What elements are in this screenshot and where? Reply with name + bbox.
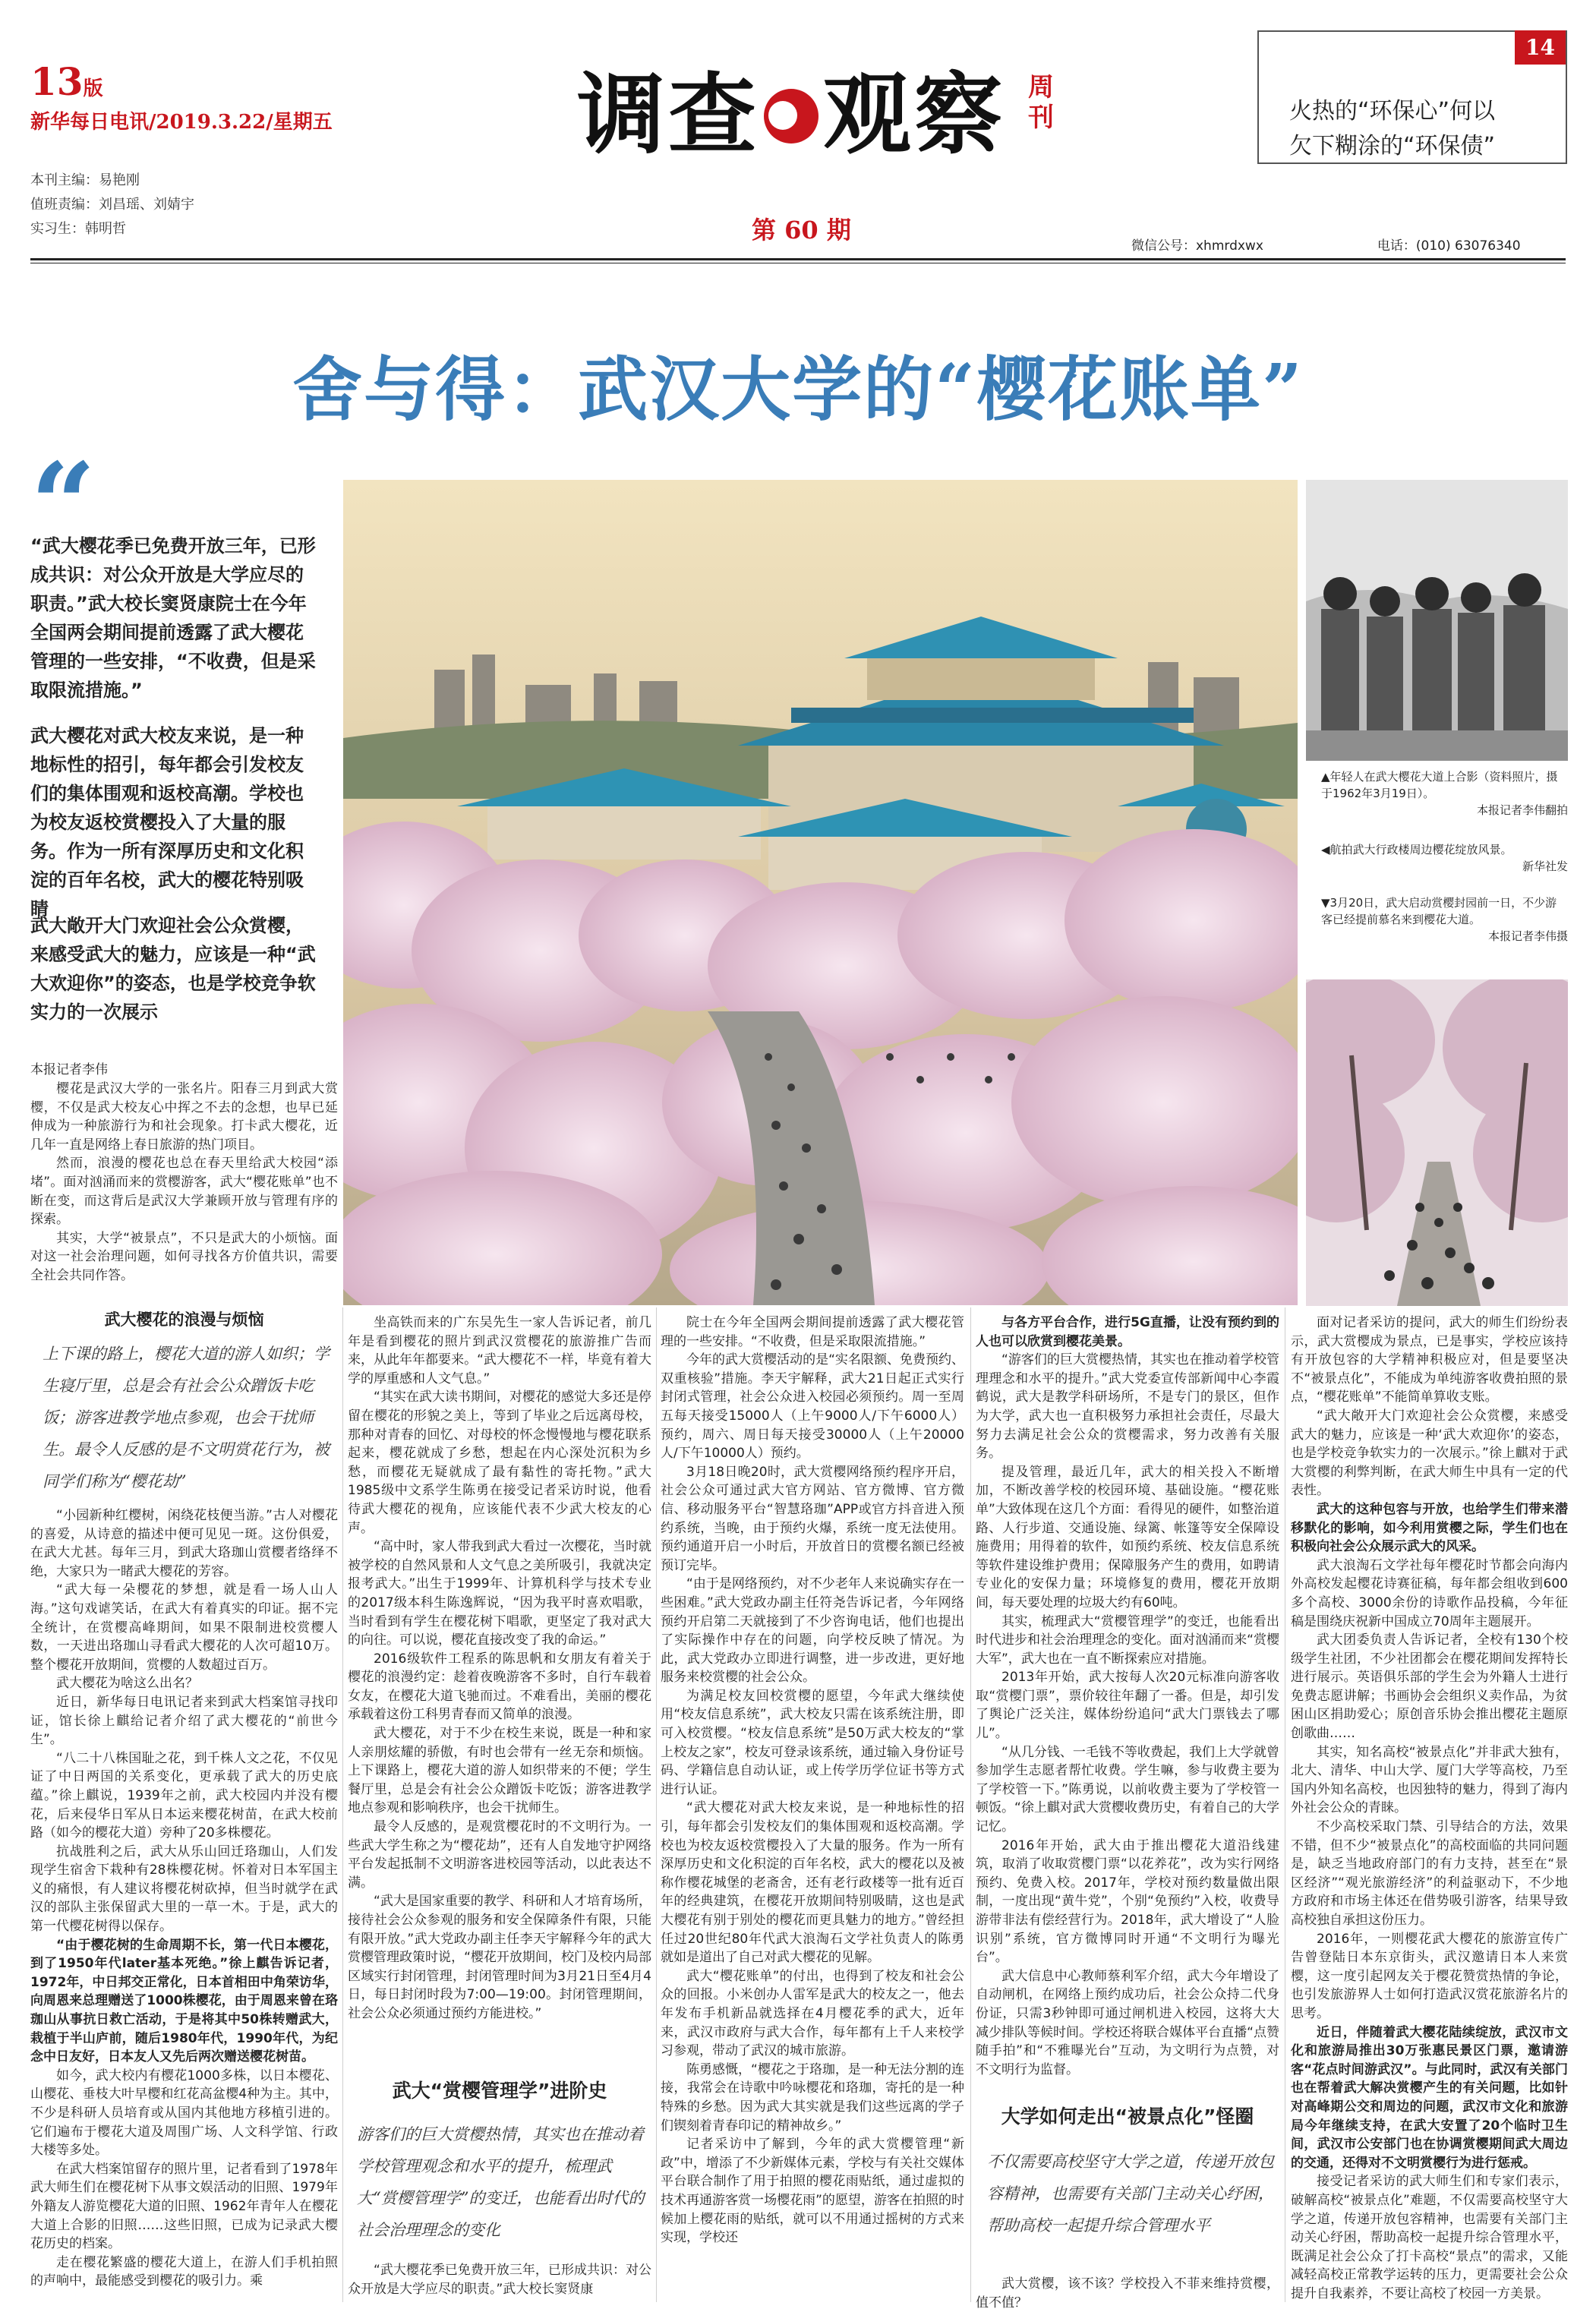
column-4-tail: 武大赏樱，该不该？学校投入不菲来维持赏樱，值不值？ bbox=[976, 2276, 1279, 2310]
intro-text: 樱花是武汉大学的一张名片。阳春三月到武大赏樱，不仅是武大校友心中挥之不去的念想，也早已延伸成为一种旅游行为和社会现象。打卡武大樱花，近几年一直是网络上春日旅游的热门项目。 然而，浪漫的樱花也总在春天里给武大校园“添堵”。面对汹涌而来的赏樱游客，武大“樱花账单”也不断在变，而这背后是武汉大学兼顾开放与管理有序的探索。 其实，大学“被景点”，不只是武大的小烦恼。面对这一社会治理问题，如何寻找各方价值共识，需要全社会共同作答。 bbox=[30, 1081, 338, 1283]
masthead-logo-icon bbox=[764, 89, 819, 144]
column-2-tail: “武大樱花季已免费开放三年，已形成共识：对公众开放是大学应尽的职责。”武大校长窦贤康 bbox=[348, 2263, 651, 2297]
issue-number: 第 60 期 bbox=[752, 216, 851, 244]
archive-photo-1962 bbox=[1306, 480, 1568, 761]
masthead-rule bbox=[30, 258, 1566, 260]
next-page-promo[interactable] bbox=[1257, 30, 1567, 164]
lead-paragraph-3: 武大敞开大门欢迎社会公众赏樱，来感受武大的魅力，应该是一种“武大欢迎你”的姿态，也是学校竞争软实力的一次展示 bbox=[30, 915, 316, 1023]
section-heading-romance: 武大樱花的浪漫与烦恼 bbox=[104, 1311, 264, 1329]
subheading-management-history: 武大“赏樱管理学”进阶史 bbox=[392, 2080, 607, 2102]
column-3-text: 院士在今年全国两会期间提前透露了武大樱花管理的一些安排。“不收费，但是采取限流措施。” 今年的武大赏樱活动的是“实名限额、免费预约、双重核验”措施。李天宇解释，武大21日起正式实行封闭式管理，社会公众进入校园必须预约。周一至周五每天接受15000人（上午9000人/下午6000人）预约，周六、周日每天接受30000人（上午20000人/下午10000人）预约。 3月18日晚20时，武大赏樱网络预约程序开启，社会公众可通过武大官方网站、官方微博、官方微信、移动服务平台“智慧珞珈”APP或官方抖音进入预约系统，当晚，由于预约火爆，系统一度无法使用。预约通道开启一小时后，开放首日的赏樱名额已经被预订完毕。 “由于是网络预约，对不少老年人来说确实存在一些困难。”武大党政办副主任符尧告诉记者，今年网络预约开启第二天就接到了不少咨询电话，他们也提出了实际操作中存在的问题，向学校反映了情况。为此，武大党政办立即进行调整，进一步改进，更好地服务来校赏樱的社会公众。 为满足校友回校赏樱的愿望，今年武大继续使用“校友信息系统”，武大校友只需在该系统注册，即可入校赏樱。“校友信息系统”是50万武大校友的“掌上校友之家”，校友可登录该系统，通过输入身份证号码、学籍信息自动认证，或上传学历学位证书等方式进行认证。 “武大樱花对武大校友来说，是一种地标性的招引，每年都会引发校友们的集体围观和返校高潮。学校也为校友返校赏樱投入了大量的服务。作为一所有深厚历史和文化积淀的百年名校，武大的樱花以及被称作樱花城堡的老斋舍，还有老行政楼等一批有近百年的经典建筑，在樱花开放期间特别吸睛，这也是武大樱花有别于别处的樱花而更具魅力的地方。”曾经担任过20世纪80年代武大浪淘石文学社负责人的陈勇就如是道出了自己对武大樱花的见解。 武大“樱花账单”的付出，也得到了校友和社会公众的回报。小米创办人雷军是武大的校友之一，他去年发布手机新品就选择在4月樱花季的武大，近年来，武汉市政府与武大合作，每年都有上千人来校学习参观，带动了武汉的城市旅游。 陈勇感慨，“樱花之于珞珈，是一种无法分割的连接，我常会在诗歌中吟咏樱花和珞珈，寄托的是一种特殊的乡愁。因为武大其实就是我们这些远离的学子们锲刻着青春印记的精神故乡。” 记者采访中了解到，今年的武大赏樱管理“新政”中，增添了不少新媒体元素，学校与有关社交媒体平台联合制作了用于拍照的樱花雨贴纸，通过虚拟的技术再通游客赏一场樱花雨”的愿望，游客在拍照的时候加上樱花雨的贴纸，就可以不用通过摇树的方式来实现，学校还 bbox=[661, 1315, 964, 2246]
main-photo-cherry-blossom-campus bbox=[343, 480, 1298, 1305]
caption-aerial-photo: ◀航拍武大行政楼周边樱花绽放风景。 新华社发 bbox=[1321, 843, 1568, 873]
lead-paragraph-2: 武大樱花对武大校友来说，是一种地标性的招引，每年都会引发校友们的集体围观和返校高潮。学校也为校友返校赏樱投入了大量的服务。作为一所有深厚历史和文化积淀的百年名校，武大的樱花特别吸睛 bbox=[30, 725, 304, 919]
caption-avenue-photo: ▼3月20日，武大启动赏樱封园前一日，不少游客已经提前慕名来到樱花大道。 本报记者李伟摄 bbox=[1321, 896, 1568, 943]
column-divider bbox=[656, 1307, 657, 2302]
page-number: 13版 bbox=[30, 59, 103, 104]
column-5-text: 面对记者采访的提问，武大的师生们纷纷表示，武大赏樱成为景点，已是事实，学校应该持有开放包容的大学精神积极应对，但是要坚决不“被景点化”，不能成为单纯游客收费拍照的景点，“樱花账单”不能简单算收支账。 “武大敞开大门欢迎社会公众赏樱，来感受武大的魅力，应该是一种‘武大欢迎你’的姿态，也是学校竞争软实力的一次展示。”徐上麒对于武大赏樱的利弊判断，在武大师生中具有一定的代表性。 武大的这种包容与开放，也给学生们带来潜移默化的影响，如今利用赏樱之际，学生们也在积极向社会公众展示武大的风采。 武大浪淘石文学社每年樱花时节都会向海内外高校发起樱花诗赛征稿，每年都会组收到600多个高校、3000余份的诗歌作品投稿，今年征稿是围绕庆祝新中国成立70周年主题展开。 武大团委负责人告诉记者，全校有130个校级学生社团，不少社团都会在樱花期间发挥特长进行展示。英语俱乐部的学生会为外籍人士进行免费志愿讲解；书画协会会组织义卖作品，为贫困山区捐助爱心；原创音乐协会推出樱花主题原创歌曲…… 其实，知名高校“被景点化”并非武大独有，北大、清华、中山大学、厦门大学等高校，乃至国内外知名高校，也因独特的魅力，得到了海内外社会公众的青睐。 不少高校采取门禁、引导结合的方法，效果不错，但不少“被景点化”的高校面临的共同问题是，缺乏当地政府部门的有力支持，甚至在“景区经济”“观光旅游经济”的利益驱动下，不少地方政府和市场主体还在借势吸引游客，结果导致高校独自承担这份压力。 2016年，一则樱花武大樱花的旅游宣传广告曾登陆日本东京街头，武汉邀请日本人来赏樱，这一度引起网友关于樱花赞赏热情的争论，也引发旅游界人士如何打造武汉赏花旅游名片的思考。 近日，伴随着武大樱花陆续绽放，武汉市文化和旅游局推出30万张惠民景区门票，邀请游客“花点时间游武汉”。与此同时，武汉有关部门也在帮着武大解决赏樱产生的有关问题，比如针对高峰期公交和周边的问题，武汉市文化和旅游局今年继续支持，在武大安置了20个临时卫生间，武汉市公安部门也在协调赏樱期间武大周边的交通，还得对不文明赏樱行为进行惩戒。 接受记者采访的武大师生们和专家们表示，破解高校“被景点化”难题，不仅需要高校坚守大学之道，传递开放包容精神，也需要有关部门主动关心纾困，帮助高校一起提升综合管理水平，既满足社会公众了打卡高校“景点”的需求，又能减轻高校正常教学运转的压力，更需要社会公众提升自我素养，不要让高校了校园一方美景。 bbox=[1291, 1315, 1568, 2301]
promo-line-2: 欠下糊涂的“环保债” bbox=[1289, 133, 1496, 159]
weekly-label: 周刊 bbox=[1028, 72, 1054, 133]
masthead-title: 调查 观察 bbox=[577, 63, 1005, 166]
article-headline: 舍与得：武汉大学的“樱花账单” bbox=[292, 349, 1304, 431]
quote-mark-icon: “ bbox=[30, 438, 96, 572]
subheading-intro-scenic: 不仅需要高校坚守大学之道，传递开放包容精神，也需要有关部门主动关心纾困，帮助高校一起提升综合管理水平 bbox=[987, 2153, 1274, 2235]
byline: 本报记者李伟 bbox=[30, 1062, 108, 1077]
column-divider bbox=[970, 1307, 971, 2302]
promo-page-number: 14 bbox=[1515, 30, 1566, 65]
subheading-scenic-spot: 大学如何走出“被景点化”怪圈 bbox=[1001, 2105, 1254, 2127]
subheading-intro-management: 游客们的巨大赏樱热情，其实也在推动着学校管理观念和水平的提升，梳理武大“赏樱管理学”的变迁，也能看出时代的社会治理理念的变化 bbox=[357, 2125, 645, 2239]
column-2-text: 坐高铁而来的广东吴先生一家人告诉记者，前几年是看到樱花的照片到武汉赏樱花的旅游推广告而来，从此年年都要来。“武大樱花不一样，毕竟有着大学的厚重感和人文气息。” “其实在武大读书期间，对樱花的感觉大多还是停留在樱花的形貌之美上，等到了毕业之后远离母校，那种对青春的回忆、对母校的怀念慢慢地与樱花联系起来，樱花就成了乡愁，想起在内心深处沉积为乡愁，而樱花无疑就成了最有黏性的寄托物。”武大1985级中文系学生陈勇在接受记者采访时说，他看待武大樱花的视角，应该能代表不少武大校友的心声。 “高中时，家人带我到武大看过一次樱花，当时就被学校的自然风景和人文气息之美所吸引，我就决定报考武大。”出生于1999年、计算机科学与技术专业的2017级本科生陈逸辉说，“因为我平时喜欢唱歌，当时看到有学生在樱花树下唱歌，更坚定了我对武大的向往。可以说，樱花直接改变了我的命运。” 2016级软件工程系的陈思帆和女朋友有着关于樱花的浪漫约定：趁着夜晚游客不多时，自行车载着女友，在樱花大道飞驰而过。不难看出，美丽的樱花承载着这份工科男青春而又简单的浪漫。 武大樱花，对于不少在校生来说，既是一种和家人亲朋炫耀的骄傲，有时也会带有一丝无奈和烦恼。上下课路上，樱花大道的游人如织带来的不便；学生餐厅里，总是会有社会公众蹭饭卡吃饭；游客进教学地点参观和影响秩序，也会干扰师生。 最令人反感的，是观赏樱花时的不文明行为。一些武大学生称之为“樱花劫”，还有人自发地守护网络平台发起抵制不文明游客进校园等活动，以此表达不满。 “武大是国家重要的教学、科研和人才培育场所，接待社会公众参观的服务和安全保障条件有限，只能有限开放。”武大党政办副主任李天宇解释今年的武大赏樱管理政策时说，“樱花开放期间，校门及校内局部区域实行封闭管理，封闭管理时间为3月21日至4月4日，每日封闭时段为7:00—19:00。封闭管理期间，社会公众必须通过预约方能进校。” bbox=[348, 1315, 651, 2021]
contact-info bbox=[1131, 235, 1521, 254]
caption-1962-photo: ▲年轻人在武大樱花大道上合影（资料照片，摄于1962年3月19日）。 本报记者李伟翻拍 bbox=[1321, 770, 1568, 817]
lead-paragraph-1: “武大樱花季已免费开放三年，已形成共识：对公众开放是大学应尽的职责。”武大校长窦贤康院士在今年全国两会期间提前透露了武大樱花管理的一些安排，“不收费，但是采取限流措施。” bbox=[30, 535, 316, 701]
cherry-avenue-photo bbox=[1306, 979, 1568, 1306]
wechat-account: 微信公号：xhmrdxwx bbox=[1131, 238, 1263, 254]
promo-line-1: 火热的“环保心”何以 bbox=[1289, 98, 1496, 125]
column-1-text: “小园新种红樱树，闲绕花枝便当游。”古人对樱花的喜爱，从诗意的描述中便可见见一斑。这份俱爱，在武大尤甚。每年三月，到武大珞珈山赏樱者络绎不绝，大家只为一睹武大樱花的芳容。 “武大每一朵樱花的梦想，就是看一场人山人海。”这句戏谑笑话，在武大有着真实的印证。据不完全统计，在赏樱高峰期间，如果不限制进校赏樱人数，一天进出珞珈山寻看武大樱花的人次可超10万。整个樱花开放期间，赏樱的人数超过百万。 武大樱花为啥这么出名？ 近日，新华每日电讯记者来到武大档案馆寻找印证，馆长徐上麒给记者介绍了武大樱花的“前世今生”。 “八二十八株国耻之花，到千株人文之花，不仅见证了中日两国的关系变化，更承载了武大的历史底蕴。”徐上麒说，1939年之前，武大校园内并没有樱花，后来侵华日军从日本运来樱花树苗，在武大校前路（如今的樱花大道）旁种了20多株樱花。 抗战胜利之后，武大从乐山回迁珞珈山，人们发现学生宿舍下栽种有28株樱花树。怀着对日本军国主义的痛恨，有人建议将樱花树砍掉，但当时就学在武汉的部队主张保留武大里的一草一木。于是，武大的第一代樱花树得以保存。 “由于樱花树的生命周期不长，第一代日本樱花，到了1950年代later基本死绝。”徐上麒告诉记者，1972年，中日邦交正常化，日本首相田中角荣访华，向周恩来总理赠送了1000株樱花，由于周恩来曾在珞珈山从事抗日救亡活动，于是将其中50株转赠武大，栽植于半山庐前，随后1980年代，1990年代，为纪念中日友好，日本友人又先后两次赠送樱花树苗。 如今，武大校内有樱花1000多株，以日本樱花、山樱花、垂枝大叶早樱和红花高盆樱4种为主。其中，不少是科研人员培育或从国内其他地方移植引进的。它们遍布于樱花大道及周围广场、人文科学馆、行政大楼等多处。 在武大档案馆留存的照片里，记者看到了1978年武大师生们在樱花树下从事文娱活动的旧照、1979年外籍友人游览樱花大道的旧照、1962年青年人在樱花大道上合影的旧照……这些旧照，已成为记录武大樱花历史的档案。 走在樱花繁盛的樱花大道上，在游人们手机拍照的声响中，最能感受到樱花的吸引力。乘 bbox=[30, 1508, 338, 2289]
staff-credits: 本刊主编：易艳刚 值班责编：刘昌瑶、刘婧宇 实习生：韩明哲 bbox=[30, 172, 194, 237]
phone-number: 电话：(010) 63076340 bbox=[1377, 238, 1521, 254]
column-divider bbox=[342, 1307, 343, 2302]
dateline: 新华每日电讯/2019.3.22/星期五 bbox=[30, 111, 333, 134]
column-4-text: 与各方平台合作，进行5G直播，让没有预约到的人也可以欣赏到樱花美景。 “游客们的巨大赏樱热情，其实也在推动着学校管理理念和水平的提升。”武大党委宣传部新闻中心李霞鹤说，武大是教学科研场所，不是专门的景区，但作为大学，武大也一直积极努力承担社会责任，尽最大努力去满足社会公众的赏樱需求，努力改善有关服务。 提及管理，最近几年，武大的相关投入不断增加，不断改善学校的校园环境、基础设施。“樱花账单”大致体现在这几个方面：看得见的硬件，如整治道路、人行步道、交通设施、绿篱、帐篷等安全保障设施费用；用得着的软件，如预约系统、校友信息系统等软件建设维护费用；保障服务产生的费用，如聘请专业化的安保力量；环境修复的费用，樱花开放期间，每天要处理的垃圾大约有60吨。 其实，梳理武大“赏樱管理学”的变迁，也能看出时代进步和社会治理理念的变化。面对汹涌而来“赏樱大军”，武大也在一直不断探索应对措施。 2013年开始，武大按每人次20元标准向游客收取“赏樱门票”，票价较往年翻了一番。但是，却引发了舆论广泛关注，媒体纷纷追问“武大门票钱去了哪儿”。 “从几分钱、一毛钱不等收费起，我们上大学就曾参加学生志愿者帮忙收费。学生嘛，参与收费主要为了学校管一下。”陈勇说，以前收费主要为了学校管一顿饭。“徐上麒对武大赏樱收费历史，有着自己的大学记忆。 2016年开始，武大由于推出樱花大道沿线建筑，取消了收取赏樱门票“以花养花”，改为实行网络预约、免费入校。2017年，学校对预约数量做出限制，一度出现“黄牛党”，个别“免预约”入校，收费导游带非法有偿经营行为。2018年，武大增设了“人脸识别”系统，官方微博同时开通“不文明行为曝光台”。 武大信息中心教师蔡利军介绍，武大今年增设了自动闸机，在网络上预约成功后，社会公众持二代身份证，只需3秒钟即可通过闸机进入校园，这将大大减少排队等候时间。学校还将联合媒体平台直播“点赞随手拍”和“不雅曝光台”互动，为文明行为点赞，对不文明行为监督。 bbox=[976, 1315, 1279, 2077]
section-intro-romance: 上下课的路上，樱花大道的游人如织；学生寝厅里，总是会有社会公众蹭饭卡吃饭；游客进教学地点参观，也会干扰师生。最令人反感的是不文明赏花行为，被同学们称为“樱花劫” bbox=[43, 1345, 330, 1490]
